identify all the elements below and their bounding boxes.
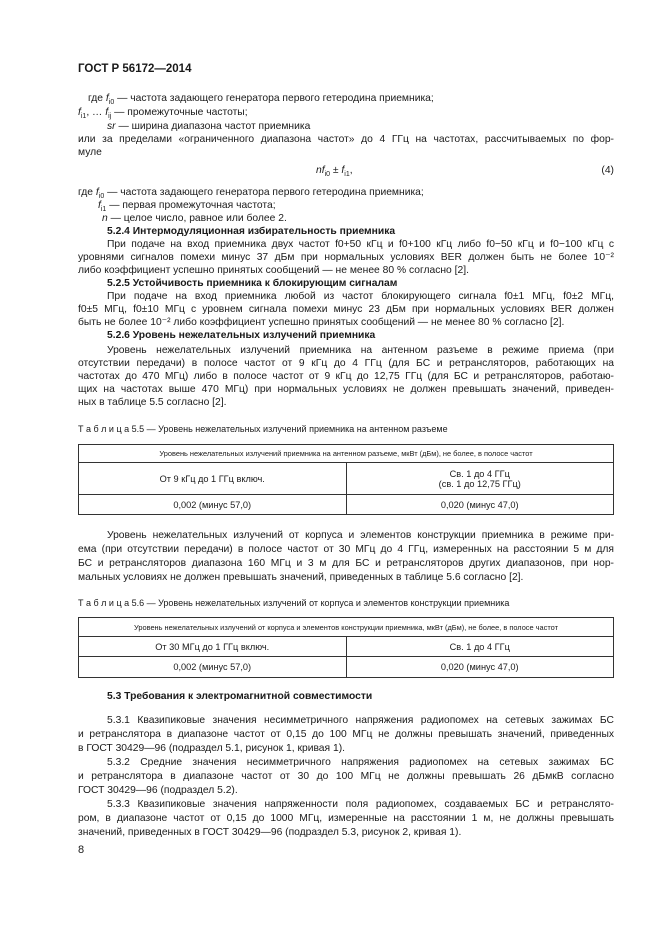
formula-number: (4) [601,165,614,176]
table-caption: Т а б л и ц а 5.5 — Уровень нежелательных излучений приемника на антенном разъеме [78,424,448,434]
body-line: мальных условиях не должен превышать значений, приведенных в таблице 5.6 согласно [2]. [78,572,524,583]
body-line: Уровень нежелательных излучений от корпуса и элементов конструкции приемника в режиме при- [107,530,614,541]
body-line: и ретранслятора в диапазоне частот от 30 до 100 МГц не должны превышать 26 дБмкВ согласно [78,771,614,782]
page-header: ГОСТ Р 56172—2014 [78,63,192,75]
table-header-cell: Св. 1 до 4 ГГц (св. 1 до 12,75 ГГц) [346,463,614,495]
body-line: значений, приведенных в ГОСТ 30429—96 (подраздел 5.3, рисунок 2, кривая 1). [78,827,462,838]
section-heading: 5.3 Требования к электромагнитной совместимости [107,691,373,702]
formula-expression: $nf_{i0} \pm f_{i1}$, [316,165,353,179]
body-line: БС и ретрансляторов диапазона 160 МГц и 3 м для БС и ретрансляторов других диапазонов, при нор- [78,558,614,569]
definition-line: sr — ширина диапазона частот приемника [107,121,311,132]
table-cell: 0,002 (минус 57,0) [79,495,347,515]
table-caption: Т а б л и ц а 5.6 — Уровень нежелательных излучений от корпуса и элементов конструкции приемника [78,598,510,608]
table-header-cell: От 9 кГц до 1 ГГц включ. [79,463,347,495]
table-cell: 0,020 (минус 47,0) [346,495,614,515]
body-line: быть не более 10⁻² либо коэффициент успешно принятых сообщений — не менее 80 % согласно [2]. [78,317,565,328]
section-heading: 5.2.4 Интермодуляционная избирательность приемника [107,226,396,237]
table-cell: 0,002 (минус 57,0) [79,657,347,678]
body-line: Уровень нежелательных излучений приемника на антенном разъеме в режиме приема (при [107,345,614,356]
body-line: либо коэффициент успешно принятых сообщений — не менее 80 % согласно [2]. [78,265,469,276]
table-5-5 [78,444,614,515]
body-line: При подаче на вход приемника любой из частот блокирующего сигнала f0±1 МГц, f0±2 МГц, [107,291,614,302]
definition-line: $f_{i1}$ — первая промежуточная частота; [98,200,276,214]
table-header-cell: Св. 1 до 4 ГГц [346,637,614,657]
body-line: 5.3.1 Квазипиковые значения несимметричного напряжения радиопомех на сетевых зажимах БС [107,715,614,726]
body-line: f0±5 МГц, f0±10 МГц с уровнем сигнала помехи минус 23 дБм при нормальных условиях BER должен [78,304,614,315]
body-line: ема (при отсутствии передачи) в полосе частот от 30 МГц до 4 ГГц, измеренных на расстоянии 5 м для [78,544,614,555]
body-line: 5.3.3 Квазипиковые значения напряженности поля радиопомех, создаваемых БС и ретранслято- [107,799,614,810]
body-line: уровнями сигналов помехи минус 37 дБм при нормальных условиях BER должен быть не более 10⁻² [78,252,614,263]
table-5-6 [78,617,614,678]
body-line: отсутствии передачи) в полосе частот от 9 кГц до 4 ГГц (для БС и ретрансляторов, работающих на [78,358,614,369]
table-span-header: Уровень нежелательных излучений от корпуса и элементов конструкции приемника, мкВт (дБм), не более, в полосе частот [79,618,614,637]
section-heading: 5.2.6 Уровень нежелательных излучений приемника [107,330,376,341]
definition-line: $f_{i1}$, … $f_{ij}$ — промежуточные частоты; [78,107,248,121]
table-cell: 0,020 (минус 47,0) [346,657,614,678]
body-line: муле [78,147,102,158]
body-line: При подаче на вход приемника двух частот f0+50 кГц и f0+100 кГц либо f0−50 кГц и f0−100 кГц с [107,239,614,250]
body-line: 5.3.2 Средние значения несимметричного напряжения радиопомех на сетевых зажимах БС [107,757,614,768]
body-line: и ретранслятора в диапазоне частот от 0,15 до 100 МГц не должны превышать значений, приведенных [78,729,614,740]
body-line: в ГОСТ 30429—96 (подраздел 5.1, рисунок 1, кривая 1). [78,743,345,754]
definition-line: n — целое число, равное или более 2. [102,213,287,224]
body-line: ГОСТ 30429—96 (подраздел 5.2). [78,785,238,796]
table-header-cell: От 30 МГц до 1 ГГц включ. [79,637,347,657]
body-line: частотах до 470 МГц) либо в полосе частот от 9 кГц до 12,75 ГГц (для БС и ретрансляторов, работаю- [78,371,614,382]
definition-line: где $f_{i0}$ — частота задающего генератора первого гетеродина приемника; [78,187,424,201]
body-line: ных в таблице 5.5 согласно [2]. [78,397,227,408]
body-line: щих на частотах выше 470 МГц) при нормальных условиях не должен превышать значений, приведен- [78,384,614,395]
table-span-header: Уровень нежелательных излучений приемника на антенном разъеме, мкВт (дБм), не более, в полосе частот [79,445,614,463]
body-line: или за пределами «ограниченного диапазона частот» до 4 ГГц на частотах, рассчитываемых по фор- [78,134,614,145]
definition-line: где $f_{i0}$ — частота задающего генератора первого гетеродина приемника; [88,93,434,107]
section-heading: 5.2.5 Устойчивость приемника к блокирующим сигналам [107,278,398,289]
page-number: 8 [78,844,85,856]
body-line: ром, в диапазоне частот от 0,15 до 1000 МГц, измеренные на расстоянии 1 м, не должны превышать [78,813,614,824]
